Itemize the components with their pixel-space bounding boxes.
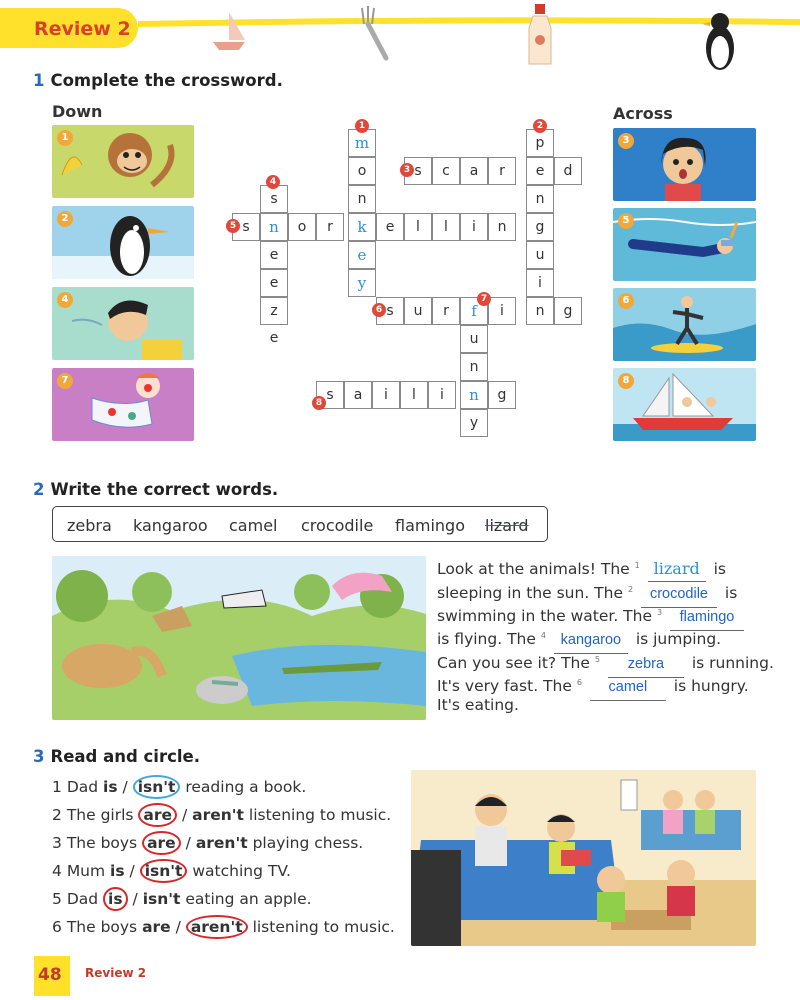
crossword-cell[interactable]: e: [376, 213, 404, 241]
story-text-fragment: sleeping in the sun. The: [437, 584, 624, 603]
choice-option[interactable]: is: [103, 887, 128, 911]
story-text-fragment: Can you see it? The: [437, 654, 590, 673]
boat-icon: [205, 4, 255, 54]
story-text-fragment: It's very fast. The: [437, 677, 572, 696]
clue-number: 5: [226, 219, 240, 233]
crossword-cell[interactable]: i: [428, 381, 456, 409]
living-room-illustration: [411, 770, 756, 946]
crossword-cell[interactable]: s: [316, 381, 344, 409]
word-bank-item: camel: [229, 516, 278, 535]
picture-across-3: [613, 128, 756, 201]
crossword-cell[interactable]: u: [404, 297, 432, 325]
crossword-cell[interactable]: r: [316, 213, 344, 241]
crossword-cell[interactable]: n: [460, 353, 488, 381]
crossword-cell[interactable]: a: [460, 157, 488, 185]
crossword-cell[interactable]: s: [404, 157, 432, 185]
crossword-cell[interactable]: d: [554, 157, 582, 185]
item-number: 5: [52, 890, 62, 908]
section-title-text: Write the correct words.: [50, 480, 279, 499]
circle-exercise-item: [52, 803, 391, 827]
crossword-cell[interactable]: i: [488, 297, 516, 325]
choice-option[interactable]: aren't: [186, 915, 248, 939]
crossword-cell[interactable]: n: [526, 185, 554, 213]
clue-number: 3: [400, 163, 414, 177]
sneeze-icon: [52, 287, 194, 360]
item-text: Dad: [66, 890, 99, 908]
circle-exercise-item: [52, 775, 306, 799]
crossword-cell[interactable]: e: [269, 330, 279, 346]
item-text: Mum: [66, 862, 106, 880]
picture-number: 6: [618, 293, 634, 309]
crossword-cell[interactable]: m: [348, 129, 376, 157]
animals-scene: [52, 556, 426, 720]
item-text: reading a book.: [185, 778, 307, 796]
crossword-cell[interactable]: i: [526, 269, 554, 297]
crossword-cell[interactable]: s: [232, 213, 260, 241]
penguin-icon: [52, 206, 194, 279]
down-label: Down: [52, 102, 103, 121]
answer-blank-2[interactable]: crocodile: [641, 583, 717, 608]
circle-exercise-item: [52, 887, 312, 911]
crossword-cell[interactable]: n: [460, 381, 488, 409]
crossword-cell[interactable]: l: [432, 213, 460, 241]
word-bank-item: crocodile: [301, 516, 374, 535]
page-header: [0, 0, 800, 72]
item-number: 6: [52, 918, 62, 936]
item-text: watching TV.: [192, 862, 291, 880]
crossword-cell[interactable]: u: [526, 241, 554, 269]
crossword-cell[interactable]: e: [260, 269, 288, 297]
crossword-cell[interactable]: n: [526, 297, 554, 325]
choice-separator: /: [181, 806, 188, 824]
blank-number: 1: [634, 561, 640, 570]
item-text: The boys: [66, 834, 138, 852]
clue-number: 2: [533, 119, 547, 133]
blank-number: 3: [656, 608, 663, 617]
choice-separator: /: [129, 862, 135, 880]
picture-number: 8: [618, 373, 634, 389]
crossword-cell[interactable]: l: [400, 381, 428, 409]
crossword-cell[interactable]: e: [526, 157, 554, 185]
page-number-tab: [34, 956, 70, 996]
picture-across-6: [613, 288, 756, 361]
section-2-title: [33, 480, 278, 499]
section-number: 3: [33, 747, 45, 766]
circle-exercise-item: [52, 859, 291, 883]
picture-number: 3: [618, 133, 634, 149]
item-text: Dad: [66, 778, 99, 796]
choice-option[interactable]: isn't: [133, 775, 181, 799]
picture-number: 7: [57, 373, 73, 389]
word-bank-item-crossed: lizard: [485, 516, 529, 535]
fork-icon: [356, 4, 396, 64]
monkey-icon: [52, 125, 194, 198]
story-text-fragment: is: [713, 560, 726, 579]
story-text-fragment: swimming in the water. The: [437, 607, 652, 626]
item-text: playing chess.: [252, 834, 364, 852]
clown-icon: [52, 368, 194, 441]
crossword-cell[interactable]: s: [260, 185, 288, 213]
answer-blank-4[interactable]: kangaroo: [554, 629, 628, 654]
review-tab: [0, 8, 138, 48]
item-text: The girls: [66, 806, 134, 824]
section-title-text: Read and circle.: [50, 747, 200, 766]
bottle-icon: [525, 2, 555, 68]
snorkel-icon: [613, 208, 756, 281]
picture-across-5: [613, 208, 756, 281]
crossword-cell[interactable]: f: [460, 297, 488, 325]
picture-number: 4: [57, 292, 73, 308]
crossword-cell[interactable]: g: [488, 381, 516, 409]
story-text-fragment: is flying. The: [437, 630, 536, 649]
page-number: 48: [38, 965, 62, 985]
picture-number: 5: [618, 213, 634, 229]
circle-exercise-item: [52, 915, 395, 939]
blank-number: 6: [576, 678, 582, 687]
blank-number: 5: [594, 655, 600, 664]
picture-across-8: [613, 368, 756, 441]
living-room-scene: [411, 770, 756, 946]
picture-down-7: [52, 368, 194, 441]
clue-number: 4: [266, 175, 280, 189]
choice-separator: /: [122, 778, 128, 796]
animals-scene-illustration: [52, 556, 426, 720]
section-title-text: Complete the crossword.: [50, 71, 283, 90]
footer-label: Review 2: [85, 966, 147, 980]
picture-down-4: [52, 287, 194, 360]
across-label: Across: [613, 104, 673, 123]
section-number: 2: [33, 480, 45, 499]
crossword-cell[interactable]: u: [460, 325, 488, 353]
picture-down-2: [52, 206, 194, 279]
item-number: 2: [52, 806, 62, 824]
crossword-cell[interactable]: g: [526, 213, 554, 241]
answer-blank-6[interactable]: camel: [590, 676, 666, 701]
choice-separator: /: [132, 890, 138, 908]
story-text-fragment: Look at the animals! The: [437, 560, 630, 579]
surfer-icon: [613, 288, 756, 361]
crossword-cell[interactable]: g: [554, 297, 582, 325]
word-bank-item: kangaroo: [133, 516, 208, 535]
crossword-cell[interactable]: r: [432, 297, 460, 325]
crossword-cell[interactable]: y: [348, 269, 376, 297]
choice-option[interactable]: are: [142, 831, 181, 855]
answer-blank-3[interactable]: flamingo: [670, 606, 744, 631]
picture-number: 2: [57, 211, 73, 227]
choice-option[interactable]: are: [142, 918, 171, 936]
crossword-cell[interactable]: r: [488, 157, 516, 185]
review-title: Review 2: [34, 18, 131, 40]
section-number: 1: [33, 71, 45, 90]
choice-option[interactable]: aren't: [192, 806, 244, 824]
clue-number: 8: [312, 396, 326, 410]
word-bank-item: zebra: [67, 516, 112, 535]
sailboat-icon: [613, 368, 756, 441]
picture-down-1: [52, 125, 194, 198]
clue-number: 7: [477, 292, 491, 306]
item-text: listening to music.: [252, 918, 395, 936]
choice-option[interactable]: is: [110, 862, 125, 880]
crossword-cell[interactable]: y: [460, 409, 488, 437]
penguin-header-icon: [700, 8, 740, 74]
choice-option[interactable]: is: [103, 778, 118, 796]
picture-number: 1: [57, 130, 73, 146]
crossword-cell[interactable]: e: [348, 241, 376, 269]
clue-number: 1: [355, 119, 369, 133]
story-text-fragment: It's eating.: [437, 696, 519, 714]
choice-option[interactable]: aren't: [195, 834, 248, 852]
crossword-cell[interactable]: n: [348, 185, 376, 213]
choice-separator: /: [175, 918, 181, 936]
section-1-title: [33, 71, 283, 90]
scared-girl-icon: [613, 128, 756, 201]
choice-option[interactable]: isn't: [142, 890, 181, 908]
story-text-fragment: is hungry.: [673, 677, 749, 696]
story-line-7: [437, 694, 519, 718]
crossword-cell[interactable]: a: [344, 381, 372, 409]
section-3-title: [33, 747, 200, 766]
item-text: eating an apple.: [185, 890, 312, 908]
choice-separator: /: [185, 834, 191, 852]
story-text-fragment: is: [724, 584, 738, 603]
clue-number: 6: [372, 303, 386, 317]
crossword-cell[interactable]: o: [288, 213, 316, 241]
crossword-cell[interactable]: p: [526, 129, 554, 157]
crossword-cell[interactable]: z: [260, 297, 288, 325]
story-text-fragment: is running.: [691, 654, 774, 673]
answer-blank-1[interactable]: lizard: [648, 557, 706, 582]
crossword-cell[interactable]: s: [376, 297, 404, 325]
circle-exercise-item: [52, 831, 363, 855]
crossword-cell[interactable]: o: [348, 157, 376, 185]
item-number: 4: [52, 862, 62, 880]
word-bank: [52, 506, 548, 542]
crossword-cell[interactable]: i: [460, 213, 488, 241]
crossword-cell[interactable]: n: [488, 213, 516, 241]
crossword-cell[interactable]: l: [404, 213, 432, 241]
choice-option[interactable]: are: [138, 803, 177, 827]
blank-number: 2: [627, 585, 634, 594]
blank-number: 4: [540, 631, 546, 640]
choice-option[interactable]: isn't: [140, 859, 188, 883]
answer-blank-5[interactable]: zebra: [608, 653, 684, 678]
story-text-fragment: is jumping.: [635, 630, 722, 649]
item-text: The boys: [66, 918, 138, 936]
item-number: 3: [52, 834, 62, 852]
item-number: 1: [52, 778, 62, 796]
item-text: listening to music.: [248, 806, 392, 824]
crossword-cell[interactable]: n: [260, 213, 288, 241]
word-bank-item: flamingo: [395, 516, 465, 535]
crossword-cell[interactable]: i: [372, 381, 400, 409]
crossword-cell[interactable]: e: [260, 241, 288, 269]
crossword-cell[interactable]: k: [348, 213, 376, 241]
crossword-cell[interactable]: c: [432, 157, 460, 185]
